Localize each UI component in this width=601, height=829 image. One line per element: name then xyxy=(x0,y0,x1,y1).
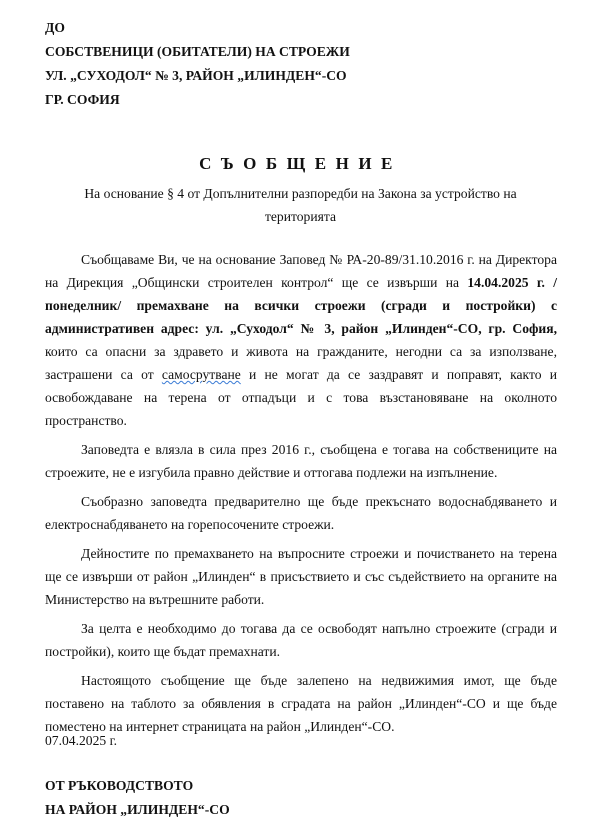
legal-basis-subtitle: На основание § 4 от Допълнителни разпоредби на Закона за устройство на територията xyxy=(84,186,517,224)
addressee-block xyxy=(45,16,350,112)
addressee-street: УЛ. „СУХОДОЛ“ № 3, РАЙОН „ИЛИНДЕН“-СО xyxy=(45,68,347,83)
addressee-city: ГР. СОФИЯ xyxy=(45,92,120,107)
signature-line-2: НА РАЙОН „ИЛИНДЕН“-СО xyxy=(45,802,230,817)
paragraph-order xyxy=(45,248,557,432)
document-title: СЪОБЩЕНИЕ xyxy=(199,154,402,173)
paragraph-vacate: За целта е необходимо до тогава да се освободят напълно строежите (сгради и постройки), които ще бъдат премахнати. xyxy=(45,621,557,659)
notice-body xyxy=(45,248,557,744)
paragraph-order-text-2: които са опасни за здравето и живота на гражданите, негодни са за използване, застрашени са от xyxy=(45,344,557,382)
paragraph-order-text-3: и не могат да се заздравят и поправят, както и освобождаване на терена от отпадъци и с това възстановяване на околното пространство. xyxy=(45,367,557,428)
paragraph-publication: Настоящото съобщение ще бъде залепено на недвижимия имот, ще бъде поставено на таблото за обявления в сградата на район „Илинден“-СО и ще бъде поместено на интернет страницата на район „Илинден“-СО. xyxy=(45,673,557,734)
addressee-to: ДО xyxy=(45,20,65,35)
signature-block xyxy=(45,774,230,822)
paragraph-order-text-1: Съобщаваме Ви, че на основание Заповед № РА-20-89/31.10.2016 г. на Директора на Дирекция „Общински строителен контрол“ ще се извърши на xyxy=(45,252,557,290)
paragraph-utilities: Съобразно заповедта предварително ще бъде прекъснато водоснабдяването и електроснабдяването на горепосочените строежи. xyxy=(45,494,557,532)
paragraph-in-force: Заповедта е влязла в сила през 2016 г., съобщена е тогава на собствениците на строежите, не е изгубила правно действие и оттогава подлежи на изпълнение. xyxy=(45,442,557,480)
spellcheck-marked-word: самосрутване xyxy=(161,367,241,382)
paragraph-activities: Дейностите по премахването на въпросните строежи и почистването на терена ще се извърши от район „Илинден“ в присъствието и със съдействието на органите на Министерство на вътрешните работи. xyxy=(45,546,557,607)
document-date: 07.04.2025 г. xyxy=(45,733,118,748)
signature-line-1: ОТ РЪКОВОДСТВОТО xyxy=(45,778,194,793)
paragraph-order-bold-text: 14.04.2025 г. /понеделник/ премахване на всички строежи (сгради и постройки) с административен адрес: ул. „Суходол“ № 3, район „Илинден“-СО, гр. София, xyxy=(45,275,557,336)
addressee-owners: СОБСТВЕНИЦИ (ОБИТАТЕЛИ) НА СТРОЕЖИ xyxy=(45,44,350,59)
